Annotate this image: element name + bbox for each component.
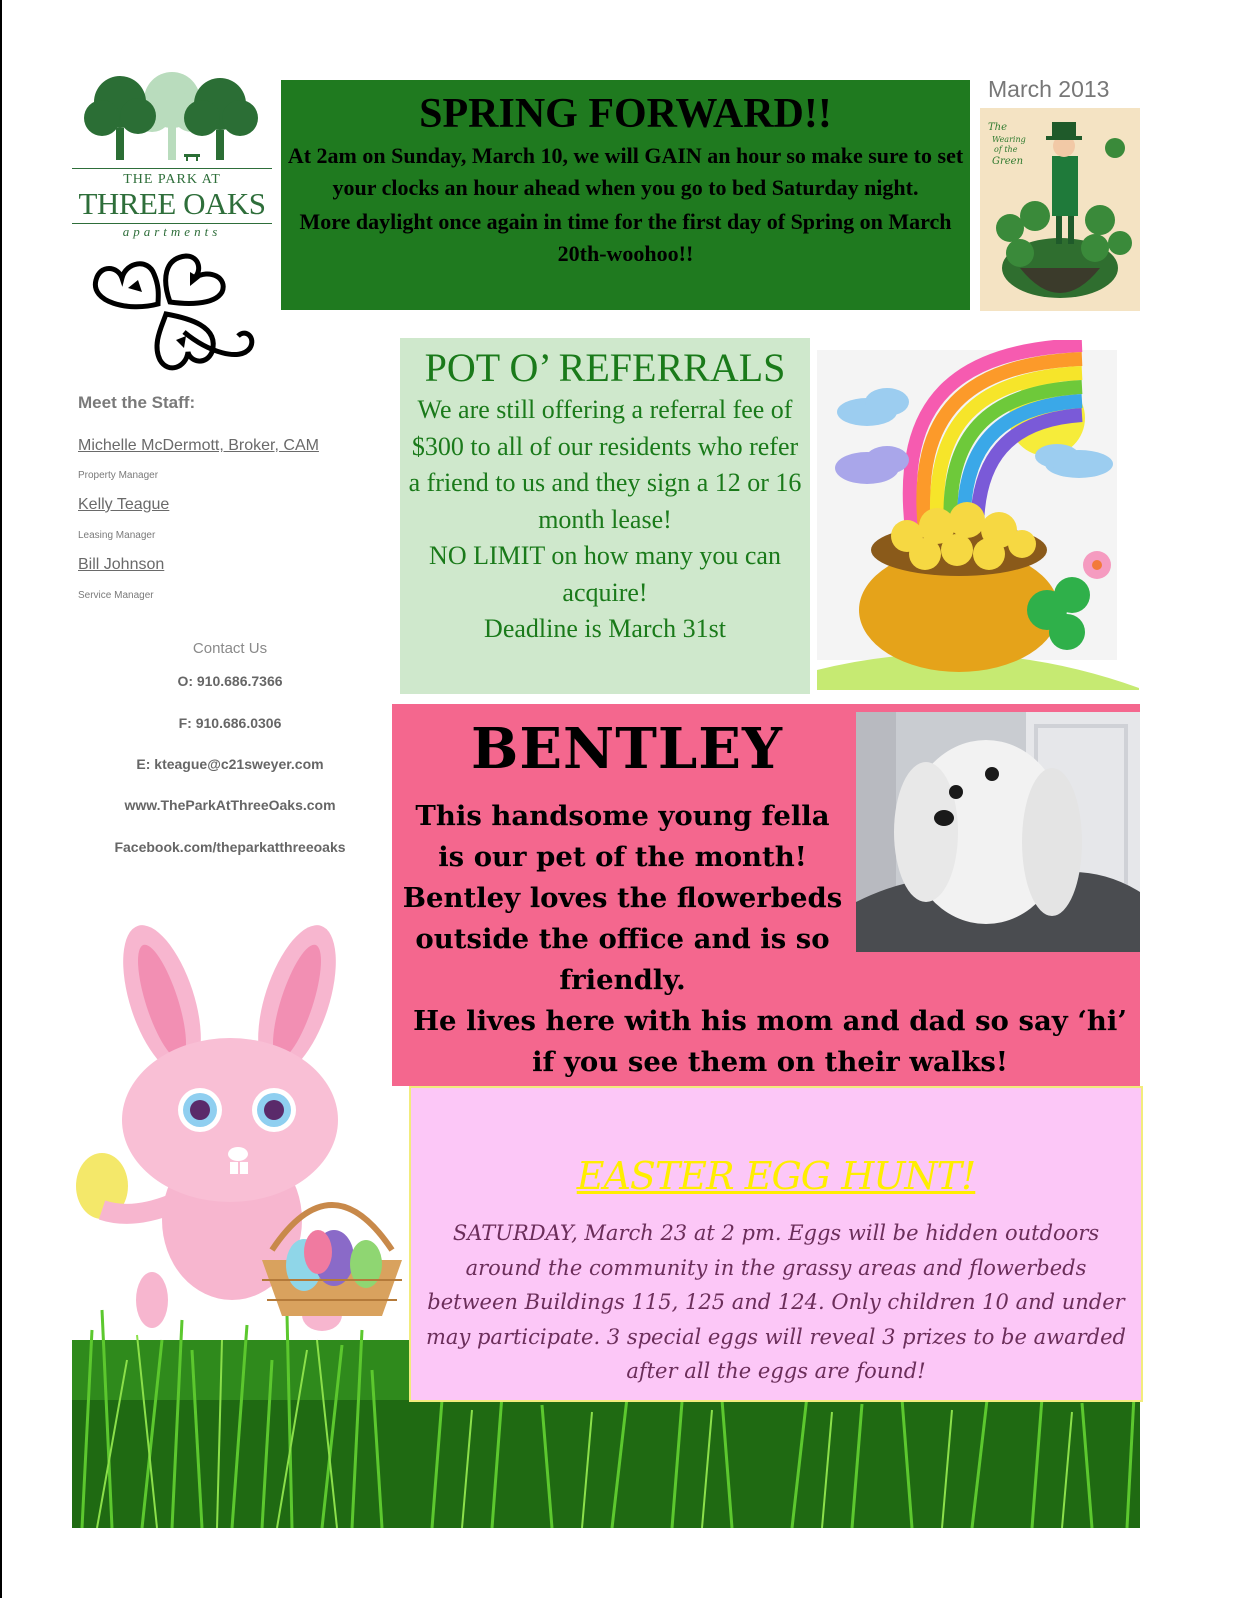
staff-role-service-manager: Service Manager [78,590,154,601]
spring-forward-title: SPRING FORWARD!! [419,91,832,137]
leprechaun-image [980,108,1140,311]
easter-bunny-image [72,920,412,1350]
logo-line-2: THREE OAKS [78,186,266,221]
referrals-body: We are still offering a referral fee of $300 to all of our residents who refer a friend to us and they sign a 12 or 16 month lease! [408,395,802,534]
leprechaun-caption-line-3: of the [994,145,1018,154]
oak-trees-icon [72,70,272,170]
referrals-deadline: Deadline is March 31st [484,614,726,643]
leprechaun-caption-line-2: Wearing [992,135,1026,144]
issue-date: March 2013 [988,76,1110,102]
logo-rule-top [72,168,272,169]
leprechaun-caption-line-4: Green [992,156,1024,167]
easter-egg-hunt-box [409,1086,1143,1402]
easter-egg-hunt-body: SATURDAY, March 23 at 2 pm. Eggs will be hidden outdoors around the community in the grassy areas and flowerbeds between Buildings 115, 125 and 124. Only children 10 and under may participate. 3 special eggs will reveal 3 prizes to be awarded after all the eggs are found! [426,1221,1126,1383]
logo-line-3: apartments [122,224,222,239]
contact-title: Contact Us [192,640,268,657]
pet-description-2: He lives here with his mom and dad so say ‘hi’ if you see them on their walks! [413,1005,1127,1078]
pot-of-gold-rainbow-image [817,340,1139,690]
spring-forward-body-2: More daylight once again in time for the first day of Spring on March 20th-woohoo!! [299,209,952,266]
spring-forward-body: At 2am on Sunday, March 10, we will GAIN an hour so make sure to set your clocks an hour ahead when you go to bed Saturday night. [287,143,964,200]
staff-name-michelle[interactable]: Michelle McDermott, Broker, CAM [78,437,319,454]
contact-email[interactable]: E: kteague@c21sweyer.com [136,756,324,772]
staff-name-bill[interactable]: Bill Johnson [78,556,165,573]
referrals-box [400,338,810,694]
contact-office-phone: O: 910.686.7366 [177,673,283,689]
spring-forward-box [281,80,970,310]
pet-description: This handsome young fella is our pet of the month! Bentley loves the flowerbeds outside the office and is so friendly. [402,800,843,996]
contact-website[interactable]: www.TheParkAtThreeOaks.com [124,797,336,813]
easter-egg-hunt-title: EASTER EGG HUNT! [576,1154,976,1198]
contact-facebook[interactable]: Facebook.com/theparkatthreeoaks [114,839,346,855]
contact-fax: F: 910.686.0306 [178,715,282,731]
referrals-title: POT O’ REFERRALS [424,345,786,390]
staff-role-property-manager: Property Manager [78,470,159,481]
dog-photo [856,712,1140,952]
pet-name-title: BENTLEY [471,716,783,782]
staff-heading: Meet the Staff: [78,393,196,412]
referrals-limit: NO LIMIT on how many you can acquire! [429,541,781,607]
property-logo [72,70,272,248]
staff-name-kelly[interactable]: Kelly Teague [78,496,170,513]
leprechaun-caption-line-1: The [988,122,1008,133]
logo-line-1: THE PARK AT [123,172,221,187]
staff-role-leasing-manager: Leasing Manager [78,530,156,541]
shamrock-icon [88,252,264,382]
